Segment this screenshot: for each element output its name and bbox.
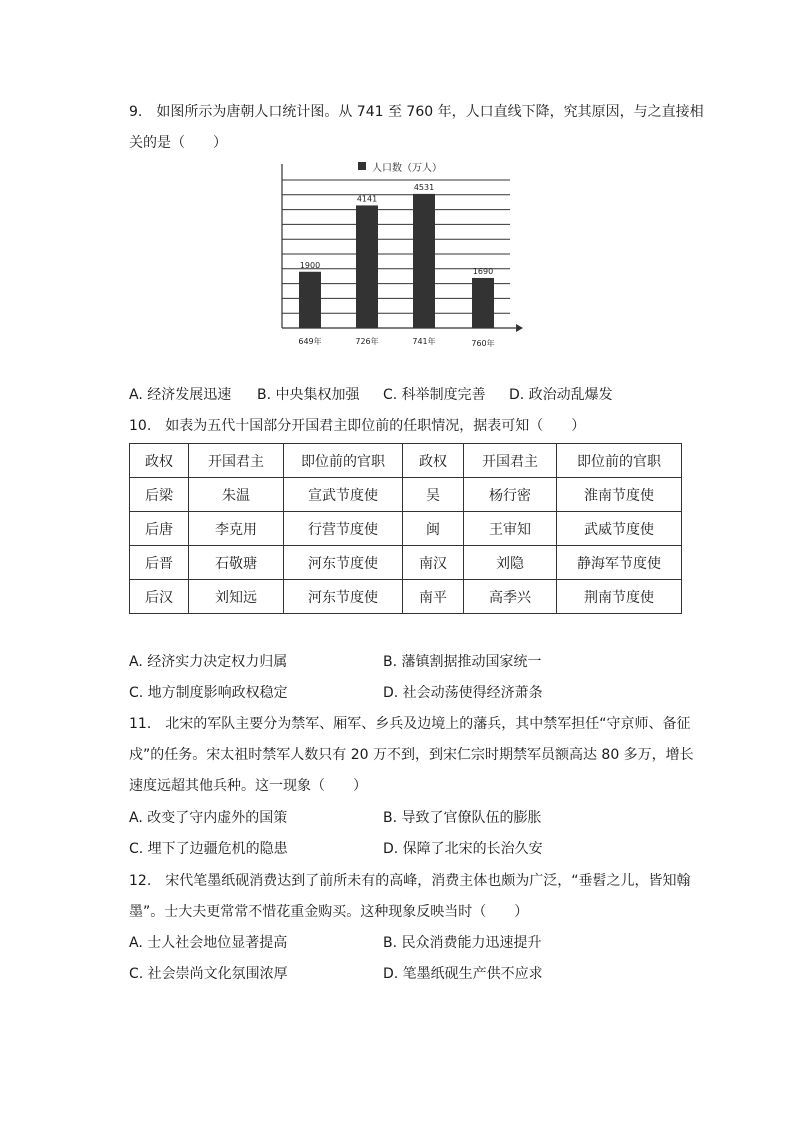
bar-649年 — [299, 272, 321, 328]
rulers-table — [129, 443, 682, 614]
table-cell: 南平 — [403, 580, 464, 614]
table-cell: 武威节度使 — [557, 512, 682, 546]
bar-726年 — [356, 205, 378, 328]
table-header-cell: 即位前的官职 — [284, 444, 403, 478]
q12-stem-line1: 12. 宋代笔墨纸砚消费达到了前所未有的高峰，消费主体也颇为广泛，“垂髫之儿，皆知翰 — [129, 873, 691, 889]
table-cell: 淮南节度使 — [557, 478, 682, 512]
q10-option-d[interactable]: D. 社会动荡使得经济萧条 — [383, 685, 543, 701]
q9-option-c[interactable]: C. 科举制度完善 — [383, 387, 486, 403]
q11-stem-line2: 戍”的任务。宋太祖时禁军人数只有 20 万不到，到宋仁宗时期禁军员额高达 80 多万，增长 — [129, 747, 694, 763]
q12-option-c[interactable]: C. 社会崇尚文化氛围浓厚 — [129, 966, 288, 982]
table-row — [130, 478, 682, 512]
bar-value-label: 4141 — [356, 194, 378, 204]
legend-label: 人口数（万人） — [372, 163, 442, 174]
q12-stem-line2: 墨”。士大夫更常常不惜花重金购买。这种现象反映当时（ ） — [129, 904, 529, 920]
table-cell: 刘知远 — [189, 580, 284, 614]
table-row — [130, 546, 682, 580]
table-header-cell: 政权 — [403, 444, 464, 478]
x-axis-arrow — [516, 324, 523, 332]
q11-option-d[interactable]: D. 保障了北宋的长治久安 — [383, 841, 543, 857]
table-cell: 李克用 — [189, 512, 284, 546]
legend-swatch — [358, 162, 366, 170]
x-tick-label: 741年 — [412, 337, 436, 346]
table-header-cell: 即位前的官职 — [557, 444, 682, 478]
table-cell: 杨行密 — [464, 478, 557, 512]
table-cell: 刘隐 — [464, 546, 557, 580]
bar-value-label: 4531 — [413, 182, 435, 192]
q10-option-c[interactable]: C. 地方制度影响政权稳定 — [129, 685, 288, 701]
table-header-cell: 开国君主 — [189, 444, 284, 478]
q10-stem: 10. 如表为五代十国部分开国君主即位前的任职情况，据表可知（ ） — [129, 418, 586, 434]
q10-option-b[interactable]: B. 藩镇割据推动国家统一 — [383, 654, 542, 670]
q9-stem-line2: 关的是（ ） — [129, 135, 227, 151]
table-cell: 宣武节度使 — [284, 478, 403, 512]
table-cell: 王审知 — [464, 512, 557, 546]
q12-option-d[interactable]: D. 笔墨纸砚生产供不应求 — [383, 966, 543, 982]
table-cell: 吴 — [403, 478, 464, 512]
q9-option-d[interactable]: D. 政治动乱爆发 — [509, 387, 613, 403]
table-cell: 后汉 — [130, 580, 189, 614]
chart-x-labels — [298, 336, 494, 348]
chart-legend — [358, 161, 442, 174]
table-cell: 静海军节度使 — [557, 546, 682, 580]
bar-value-label: 1900 — [299, 260, 321, 270]
q9-stem-line1: 9. 如图所示为唐朝人口统计图。从 741 至 760 年，人口直线下降，究其原因，与之直接相 — [129, 104, 704, 120]
table-cell: 南汉 — [403, 546, 464, 580]
x-tick-label: 760年 — [471, 339, 495, 348]
table-cell: 后梁 — [130, 478, 189, 512]
table-cell: 后唐 — [130, 512, 189, 546]
population-bar-chart — [270, 156, 530, 356]
q11-option-a[interactable]: A. 改变了守内虚外的国策 — [129, 810, 288, 826]
q11-stem-line3: 速度远超其他兵种。这一现象（ ） — [129, 778, 367, 794]
bar-760年 — [472, 278, 494, 328]
chart-bars — [299, 183, 494, 328]
table-cell: 闽 — [403, 512, 464, 546]
q11-option-c[interactable]: C. 埋下了边疆危机的隐患 — [129, 841, 288, 857]
table-cell: 石敬瑭 — [189, 546, 284, 580]
table-cell: 高季兴 — [464, 580, 557, 614]
table-cell: 河东节度使 — [284, 580, 403, 614]
table-header-row — [130, 444, 682, 478]
table-cell: 河东节度使 — [284, 546, 403, 580]
x-tick-label: 649年 — [298, 337, 322, 346]
table-cell: 荆南节度使 — [557, 580, 682, 614]
table-row — [130, 512, 682, 546]
q10-option-a[interactable]: A. 经济实力决定权力归属 — [129, 654, 288, 670]
q12-option-b[interactable]: B. 民众消费能力迅速提升 — [383, 935, 542, 951]
bar-741年 — [413, 194, 435, 328]
table-cell: 行营节度使 — [284, 512, 403, 546]
q11-option-b[interactable]: B. 导致了官僚队伍的膨胀 — [383, 810, 542, 826]
q9-option-b[interactable]: B. 中央集权加强 — [257, 387, 360, 403]
q9-option-a[interactable]: A. 经济发展迅速 — [129, 387, 232, 403]
table-cell: 后晋 — [130, 546, 189, 580]
table-header-cell: 开国君主 — [464, 444, 557, 478]
bar-value-label: 1690 — [472, 266, 494, 276]
q12-option-a[interactable]: A. 士人社会地位显著提高 — [129, 935, 288, 951]
table-cell: 朱温 — [189, 478, 284, 512]
table-row — [130, 580, 682, 614]
table-header-cell: 政权 — [130, 444, 189, 478]
x-tick-label: 726年 — [355, 337, 379, 346]
q11-stem-line1: 11. 北宋的军队主要分为禁军、厢军、乡兵及边境上的藩兵，其中禁军担任“守京师、备征 — [129, 716, 691, 732]
